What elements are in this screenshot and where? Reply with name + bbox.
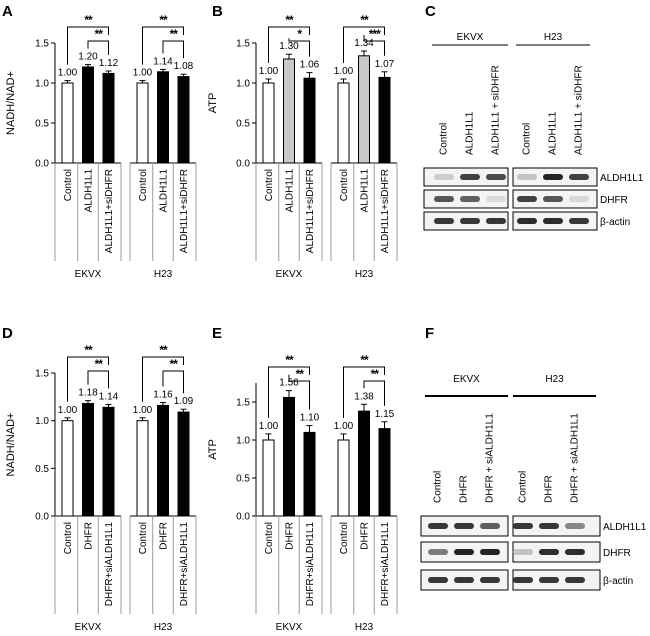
lane-label: Control: [432, 470, 444, 503]
y-axis-label: ATP: [207, 92, 219, 114]
category-label: DHFR: [83, 522, 95, 550]
category-label: Control: [63, 522, 74, 555]
y-tick-label: 0.0: [236, 511, 250, 523]
panel-label-a: A: [2, 3, 13, 20]
significance-marker: **: [84, 13, 92, 27]
category-label: DHFR+siALDH1L1: [305, 522, 316, 607]
lane-label: ALDH1L1 + siDHFR: [573, 65, 585, 155]
y-tick-label: 1.0: [35, 416, 49, 428]
bar-h23-2: [178, 77, 189, 163]
value-label: 1.16: [153, 389, 173, 401]
y-axis-label: NADH/NAD+: [5, 412, 17, 477]
group-label-h23: H23: [153, 622, 173, 633]
category-label: DHFR+siALDH1L1: [104, 522, 115, 607]
panel-label-e: E: [212, 325, 223, 342]
y-tick-label: 1.5: [35, 368, 49, 380]
value-label: 1.09: [173, 396, 194, 408]
blot-band: [480, 523, 500, 529]
panel-label-f: F: [425, 325, 435, 342]
blot-band: [569, 218, 589, 224]
bar-h23-1: [158, 72, 169, 163]
value-label: 1.56: [279, 377, 299, 389]
value-label: 1.00: [333, 420, 354, 432]
significance-marker: **: [360, 353, 368, 367]
category-label: ALDH1L1+siDHFR: [305, 169, 316, 254]
blot-band: [569, 196, 589, 202]
value-label: 1.20: [78, 51, 98, 63]
group-label-ekvx: EKVX: [275, 622, 303, 633]
category-label: DHFR+siALDH1L1: [380, 522, 391, 607]
blot-band: [486, 174, 506, 180]
lane-label: ALDH1L1 + siDHFR: [490, 65, 502, 155]
western-blot-f: [421, 374, 647, 590]
y-tick-label: 1.0: [236, 78, 250, 90]
chart-d: [5, 343, 196, 633]
blot-band: [460, 218, 480, 224]
blot-band: [539, 577, 559, 583]
category-label: DHFR+siALDH1L1: [179, 522, 190, 607]
y-tick-label: 1.5: [35, 38, 49, 50]
significance-marker: **: [295, 367, 303, 381]
blot-band: [480, 549, 500, 555]
category-label: DHFR: [158, 522, 170, 550]
blot-band: [543, 218, 563, 224]
blot-band: [513, 523, 533, 529]
y-tick-label: 0.5: [236, 473, 250, 485]
bar-h23-0: [137, 83, 148, 163]
blot-row-label: β-actin: [603, 576, 634, 587]
significance-marker: **: [94, 27, 102, 41]
blot-band: [486, 218, 506, 224]
bar-ekvx-0: [263, 83, 274, 163]
bar-h23-1: [359, 411, 370, 516]
blot-band: [486, 196, 506, 202]
blot-band: [517, 196, 537, 202]
bar-ekvx-1: [83, 67, 94, 163]
value-label: 1.10: [299, 412, 320, 424]
chart-a: [5, 13, 196, 280]
category-label: ALDH1L1+siDHFR: [179, 169, 190, 254]
value-label: 1.00: [132, 67, 153, 79]
significance-marker: **: [159, 343, 167, 357]
category-label: DHFR: [284, 522, 296, 550]
y-tick-label: 0.5: [236, 118, 250, 130]
bar-h23-0: [338, 440, 349, 516]
value-label: 1.00: [333, 66, 354, 77]
category-label: ALDH1L1: [359, 169, 371, 213]
bar-h23-0: [338, 83, 349, 163]
significance-bracket: [88, 371, 109, 388]
significance-marker: **: [94, 357, 102, 371]
blot-band: [434, 218, 454, 224]
bar-h23-2: [379, 77, 390, 163]
lane-label: Control: [521, 122, 533, 155]
blot-group-label-ekvx: EKVX: [453, 374, 480, 385]
blot-group-label-h23: H23: [543, 32, 563, 43]
blot-group-label-h23: H23: [545, 374, 564, 385]
y-tick-label: 0.5: [35, 463, 49, 475]
y-axis-label: NADH/NAD+: [5, 71, 17, 135]
lane-label: DHFR + siALDH1L1: [569, 413, 581, 503]
western-blot-c: [424, 32, 644, 230]
group-label-ekvx: EKVX: [74, 622, 102, 633]
value-label: 1.00: [258, 66, 279, 77]
blot-row-label: ALDH1L1: [603, 522, 647, 533]
category-label: Control: [138, 169, 149, 202]
lane-label: ALDH1L1: [547, 111, 559, 155]
lane-label: Control: [517, 470, 529, 503]
category-label: ALDH1L1: [158, 169, 170, 213]
blot-band: [539, 549, 559, 555]
group-label-h23: H23: [153, 269, 173, 280]
bar-ekvx-2: [304, 78, 315, 163]
significance-marker: **: [159, 13, 167, 27]
y-tick-label: 1.0: [35, 78, 49, 90]
category-label: Control: [63, 169, 74, 202]
blot-group-label-ekvx: EKVX: [456, 32, 484, 43]
significance-marker: **: [169, 357, 177, 371]
blot-row-label: DHFR: [600, 195, 628, 206]
category-label: Control: [264, 522, 275, 555]
bar-ekvx-0: [263, 440, 274, 516]
blot-band: [569, 174, 589, 180]
value-label: 1.08: [173, 61, 194, 73]
significance-marker: **: [169, 27, 177, 41]
blot-row-label: ALDH1L1: [600, 173, 644, 184]
bar-h23-0: [137, 421, 148, 516]
significance-marker: **: [370, 367, 378, 381]
blot-band: [565, 549, 585, 555]
lane-label: ALDH1L1: [464, 111, 476, 155]
blot-band: [513, 549, 533, 555]
bar-h23-2: [178, 412, 189, 516]
blot-band: [434, 174, 454, 180]
lane-label: DHFR: [458, 475, 470, 503]
category-label: ALDH1L1: [83, 169, 95, 213]
y-tick-label: 0.0: [35, 158, 49, 170]
blot-band: [565, 577, 585, 583]
y-tick-label: 0.5: [35, 118, 49, 130]
blot-band: [460, 174, 480, 180]
value-label: 1.38: [354, 391, 374, 403]
group-label-h23: H23: [354, 269, 374, 280]
bar-ekvx-2: [103, 73, 114, 163]
value-label: 1.07: [374, 58, 395, 70]
blot-row-label: DHFR: [603, 548, 631, 559]
category-label: Control: [339, 169, 350, 202]
y-tick-label: 1.5: [236, 38, 250, 50]
panel-label-b: B: [212, 3, 223, 20]
value-label: 1.18: [78, 387, 98, 399]
blot-band: [434, 196, 454, 202]
significance-marker: **: [285, 13, 293, 27]
value-label: 1.00: [132, 404, 153, 416]
chart-b: [207, 13, 397, 280]
blot-band: [543, 174, 563, 180]
value-label: 1.14: [153, 56, 173, 68]
bar-ekvx-1: [284, 59, 295, 163]
panel-label-c: C: [425, 3, 436, 20]
blot-band: [454, 523, 474, 529]
blot-band: [454, 549, 474, 555]
blot-band: [517, 218, 537, 224]
blot-band: [480, 577, 500, 583]
blot-band: [565, 523, 585, 529]
category-label: ALDH1L1+siDHFR: [104, 169, 115, 254]
blot-band: [428, 577, 448, 583]
bar-h23-2: [379, 429, 390, 516]
value-label: 1.34: [354, 38, 374, 49]
y-tick-label: 1.0: [236, 435, 250, 447]
value-label: 1.00: [258, 420, 279, 432]
value-label: 1.06: [299, 59, 320, 71]
category-label: ALDH1L1: [284, 169, 296, 213]
category-label: ALDH1L1+siDHFR: [380, 169, 391, 254]
significance-marker: **: [360, 13, 368, 27]
y-tick-label: 0.0: [236, 158, 250, 170]
bar-ekvx-0: [62, 421, 73, 516]
value-label: 1.14: [98, 391, 119, 403]
lane-label: DHFR: [543, 475, 555, 503]
blot-band: [454, 577, 474, 583]
value-label: 1.00: [57, 67, 78, 79]
bar-ekvx-2: [304, 432, 315, 516]
significance-marker: ***: [368, 27, 380, 41]
category-label: Control: [264, 169, 275, 202]
group-label-ekvx: EKVX: [275, 269, 303, 280]
blot-band: [539, 523, 559, 529]
significance-marker: **: [84, 343, 92, 357]
category-label: Control: [138, 522, 149, 555]
significance-marker: **: [285, 353, 293, 367]
bar-h23-1: [359, 56, 370, 163]
blot-band: [460, 196, 480, 202]
blot-band: [543, 196, 563, 202]
panel-label-d: D: [2, 325, 13, 342]
lane-label: Control: [438, 122, 450, 155]
bar-ekvx-2: [103, 407, 114, 516]
significance-marker: *: [297, 27, 302, 41]
category-label: Control: [339, 522, 350, 555]
chart-e: [207, 353, 397, 633]
bar-h23-1: [158, 405, 169, 516]
bar-ekvx-1: [83, 404, 94, 516]
blot-row-label: β-actin: [600, 217, 631, 228]
y-axis-label: ATP: [207, 439, 219, 460]
bar-ekvx-1: [284, 397, 295, 516]
value-label: 1.30: [279, 41, 299, 53]
lane-label: DHFR + siALDH1L1: [484, 413, 496, 503]
blot-band: [428, 523, 448, 529]
value-label: 1.12: [98, 58, 119, 69]
value-label: 1.15: [374, 408, 395, 420]
y-tick-label: 0.0: [35, 511, 49, 523]
y-tick-label: 1.5: [236, 397, 250, 409]
blot-band: [517, 174, 537, 180]
group-label-ekvx: EKVX: [74, 269, 102, 280]
group-label-h23: H23: [354, 622, 374, 633]
bar-ekvx-0: [62, 83, 73, 163]
value-label: 1.00: [57, 404, 78, 416]
category-label: DHFR: [359, 522, 371, 550]
blot-band: [428, 549, 448, 555]
blot-band: [513, 577, 533, 583]
